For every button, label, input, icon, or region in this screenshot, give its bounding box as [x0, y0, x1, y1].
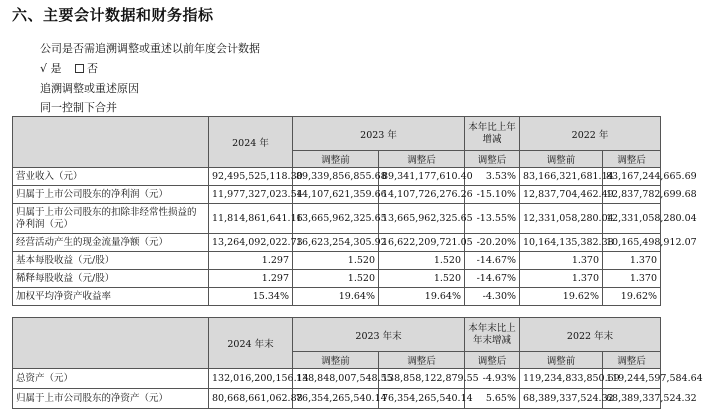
value-2022-after: 12,331,058,280.04	[603, 204, 661, 234]
check-mark-icon: √	[40, 62, 48, 75]
restatement-answer	[40, 60, 98, 76]
value-2024: 92,495,525,118.30	[209, 168, 293, 186]
header-2022-before: 调整前	[520, 352, 603, 369]
value-change: -14.67%	[465, 270, 520, 288]
header-2023-after: 调整后	[379, 151, 465, 168]
value-2023-after: 89,341,177,610.40	[379, 168, 465, 186]
value-2023-after: 138,858,122,879.55	[379, 369, 465, 389]
header-change-after: 调整后	[465, 352, 520, 369]
value-2022-before: 68,389,337,524.32	[520, 389, 603, 409]
header-2022-before: 调整前	[520, 151, 603, 168]
value-2023-after: 13,665,962,325.65	[379, 204, 465, 234]
value-2022-before: 1.370	[520, 270, 603, 288]
header-2023: 2023 年	[293, 117, 465, 151]
restatement-reason-label: 追溯调整或重述原因	[40, 82, 139, 95]
row-label: 归属于上市公司股东的净资产（元）	[13, 389, 209, 409]
value-2023-after: 76,354,265,540.14	[379, 389, 465, 409]
value-2024: 1.297	[209, 270, 293, 288]
table-row	[13, 168, 661, 186]
value-2023-before: 76,354,265,540.14	[293, 389, 379, 409]
header-2023-end: 2023 年末	[293, 318, 465, 352]
value-2023-before: 16,623,254,305.92	[293, 234, 379, 252]
header-change: 本年末比上年末增减	[465, 318, 520, 352]
row-label: 经营活动产生的现金流量净额（元）	[13, 234, 209, 252]
value-change: 3.53%	[465, 168, 520, 186]
value-2023-before: 1.520	[293, 270, 379, 288]
header-blank	[13, 117, 209, 168]
value-2022-before: 119,234,833,850.69	[520, 369, 603, 389]
balance-indicators-table	[12, 317, 703, 409]
value-2023-after: 1.520	[379, 252, 465, 270]
value-2022-before: 10,164,135,382.38	[520, 234, 603, 252]
value-2023-after: 1.520	[379, 270, 465, 288]
value-2024: 15.34%	[209, 288, 293, 306]
row-label: 营业收入（元）	[13, 168, 209, 186]
table-row	[13, 204, 661, 234]
header-2023-after: 调整后	[379, 352, 465, 369]
value-2024: 11,814,861,641.16	[209, 204, 293, 234]
restatement-reason-text: 同一控制下合并	[40, 101, 117, 114]
value-2024: 80,668,661,062.88	[209, 389, 293, 409]
table-row	[13, 369, 661, 389]
value-change: -4.93%	[465, 369, 520, 389]
value-2023-before: 19.64%	[293, 288, 379, 306]
value-2024: 132,016,200,156.14	[209, 369, 293, 389]
table-row	[13, 288, 661, 306]
header-blank	[13, 318, 209, 369]
table-row	[13, 270, 661, 288]
table-row	[13, 389, 661, 409]
value-2023-before: 89,339,856,855.68	[293, 168, 379, 186]
value-2022-after: 1.370	[603, 270, 661, 288]
value-2022-after: 19.62%	[603, 288, 661, 306]
value-2022-after: 1.370	[603, 252, 661, 270]
header-2024: 2024 年	[209, 117, 293, 168]
header-change: 本年比上年增减	[465, 117, 520, 151]
income-indicators-table	[12, 116, 697, 306]
checkbox-empty-icon	[75, 64, 84, 73]
table-row	[13, 186, 661, 204]
value-2022-before: 12,837,704,462.49	[520, 186, 603, 204]
restatement-question: 公司是否需追溯调整或重述以前年度会计数据	[40, 42, 260, 55]
row-label: 归属于上市公司股东的净利润（元）	[13, 186, 209, 204]
table-row	[13, 234, 661, 252]
value-2024: 13,264,092,022.73	[209, 234, 293, 252]
value-2022-after: 12,837,782,699.68	[603, 186, 661, 204]
no-label: 否	[87, 62, 99, 75]
row-label: 基本每股收益（元/股）	[13, 252, 209, 270]
value-2023-after: 19.64%	[379, 288, 465, 306]
value-2023-after: 14,107,726,276.26	[379, 186, 465, 204]
value-2023-before: 14,107,621,359.66	[293, 186, 379, 204]
value-2022-before: 1.370	[520, 252, 603, 270]
header-2022-after: 调整后	[603, 151, 661, 168]
value-2022-before: 83,166,321,681.14	[520, 168, 603, 186]
header-2022-after: 调整后	[603, 352, 661, 369]
value-2023-before: 1.520	[293, 252, 379, 270]
value-2023-after: 16,622,209,721.05	[379, 234, 465, 252]
value-2022-after: 83,167,244,665.69	[603, 168, 661, 186]
row-label: 稀释每股收益（元/股）	[13, 270, 209, 288]
value-2023-before: 138,848,007,548.55	[293, 369, 379, 389]
header-2023-before: 调整前	[293, 352, 379, 369]
value-2023-before: 13,665,962,325.65	[293, 204, 379, 234]
header-2022: 2022 年	[520, 117, 661, 151]
section-title: 六、主要会计数据和财务指标	[12, 6, 214, 24]
row-label: 归属于上市公司股东的扣除非经常性损益的净利润（元）	[13, 204, 209, 234]
table-row	[13, 252, 661, 270]
yes-label: 是	[50, 62, 62, 75]
header-change-after: 调整后	[465, 151, 520, 168]
value-2024: 11,977,327,023.54	[209, 186, 293, 204]
value-change: -20.20%	[465, 234, 520, 252]
header-2023-before: 调整前	[293, 151, 379, 168]
value-change: -4.30%	[465, 288, 520, 306]
value-change: 5.65%	[465, 389, 520, 409]
row-label: 加权平均净资产收益率	[13, 288, 209, 306]
value-change: -14.67%	[465, 252, 520, 270]
value-2022-after: 119,244,597,584.64	[603, 369, 661, 389]
row-label: 总资产（元）	[13, 369, 209, 389]
value-2024: 1.297	[209, 252, 293, 270]
value-change: -13.55%	[465, 204, 520, 234]
value-change: -15.10%	[465, 186, 520, 204]
header-2022-end: 2022 年末	[520, 318, 661, 352]
value-2022-after: 10,165,498,912.07	[603, 234, 661, 252]
value-2022-before: 12,331,058,280.04	[520, 204, 603, 234]
value-2022-before: 19.62%	[520, 288, 603, 306]
value-2022-after: 68,389,337,524.32	[603, 389, 661, 409]
header-2024-end: 2024 年末	[209, 318, 293, 369]
